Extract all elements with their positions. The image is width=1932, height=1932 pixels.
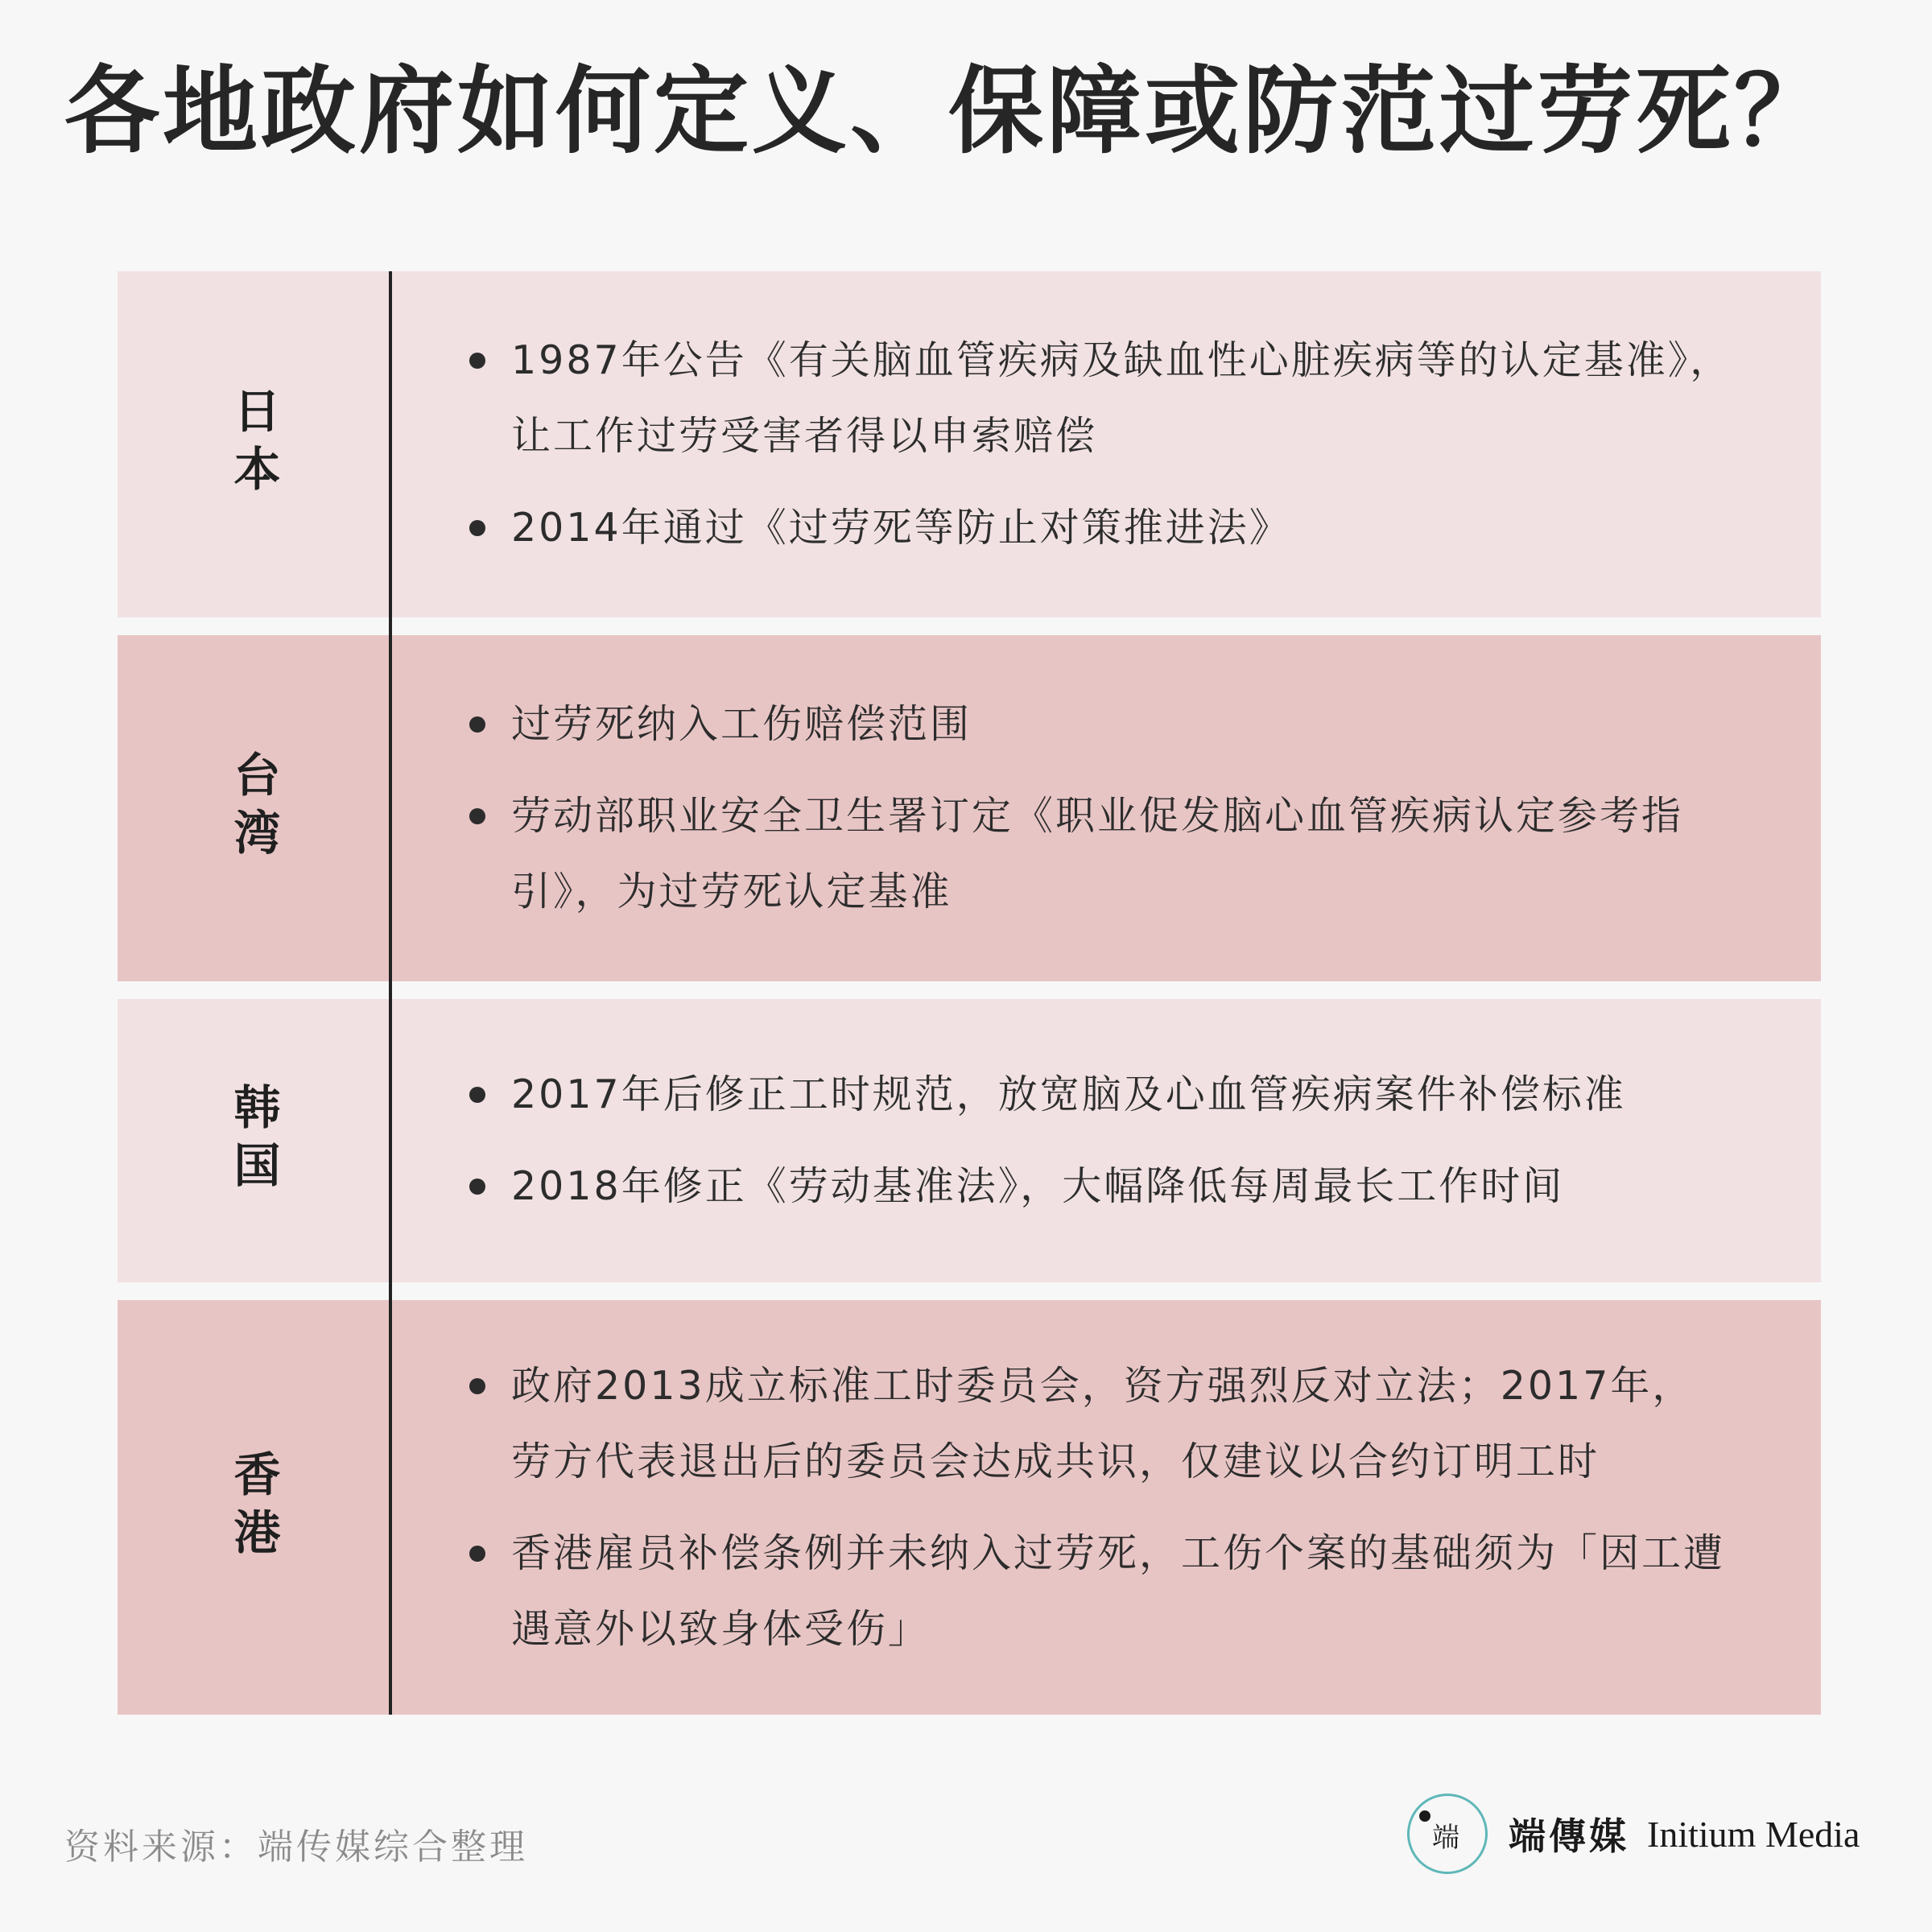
table-row [118, 635, 1821, 981]
list-item [461, 1057, 1732, 1133]
bullet-icon [469, 716, 485, 733]
list-item [461, 778, 1732, 930]
table-row [118, 271, 1821, 617]
bullet-icon [469, 1179, 485, 1195]
item-text: 2017年后修正工时规范，放宽脑及心血管疾病案件补偿标准 [511, 1071, 1626, 1117]
region-label: 台湾 [225, 750, 281, 866]
item-text: 香港雇员补偿条例并未纳入过劳死，工伤个案的基础须为「因工遭遇意外以致身体受伤」 [511, 1530, 1726, 1652]
bullet-icon [469, 520, 485, 536]
item-list [389, 1300, 1821, 1715]
item-text: 政府2013成立标准工时委员会，资方强烈反对立法；2017年，劳方代表退出后的委员会达成共识，仅建议以合约订明工时 [511, 1362, 1695, 1484]
logo-name-en: Initium Media [1647, 1813, 1860, 1855]
region-label: 日本 [225, 386, 281, 502]
region-cell [118, 635, 389, 981]
region-cell [118, 271, 389, 617]
region-cell [118, 999, 389, 1282]
list-item [461, 1348, 1732, 1500]
logo-glyph: 端 [1432, 1822, 1459, 1854]
initium-logo [1407, 1794, 1860, 1874]
vertical-divider [389, 617, 392, 981]
logo-dot [1419, 1810, 1430, 1822]
table-row [118, 1300, 1821, 1715]
bullet-icon [469, 1378, 485, 1394]
list-item [461, 1149, 1732, 1224]
item-list [389, 999, 1821, 1282]
item-text: 1987年公告《有关脑血管疾病及缺血性心脏疾病等的认定基准》，让工作过劳受害者得以申索赔偿 [511, 337, 1732, 459]
vertical-divider [389, 981, 392, 1282]
list-item [461, 1516, 1732, 1667]
logo-mark-icon [1407, 1794, 1488, 1874]
item-text: 劳动部职业安全卫生署订定《职业促发脑心血管疾病认定参考指引》，为过劳死认定基准 [511, 793, 1684, 914]
bullet-icon [469, 808, 485, 824]
item-list [389, 635, 1821, 981]
item-text: 2014年通过《过劳死等防止对策推进法》 [511, 505, 1291, 551]
region-label: 韩国 [225, 1083, 281, 1199]
table-row [118, 999, 1821, 1282]
list-item [461, 687, 1732, 762]
vertical-divider [389, 271, 392, 617]
source-note: 资料来源：端传媒综合整理 [64, 1827, 528, 1868]
logo-name-zh: 端傳媒 [1509, 1814, 1629, 1858]
bullet-icon [469, 1087, 485, 1103]
item-text: 过劳死纳入工伤赔偿范围 [511, 701, 972, 747]
page-title: 各地政府如何定义、保障或防范过劳死？ [64, 56, 1833, 167]
bullet-icon [469, 1546, 485, 1562]
policy-table [118, 271, 1821, 1715]
list-item [461, 490, 1732, 566]
region-cell [118, 1300, 389, 1715]
bullet-icon [469, 353, 485, 369]
item-list [389, 271, 1821, 617]
list-item [461, 323, 1732, 474]
item-text: 2018年修正《劳动基准法》，大幅降低每周最长工作时间 [511, 1163, 1565, 1209]
vertical-divider [389, 1282, 392, 1715]
region-label: 香港 [225, 1449, 281, 1566]
